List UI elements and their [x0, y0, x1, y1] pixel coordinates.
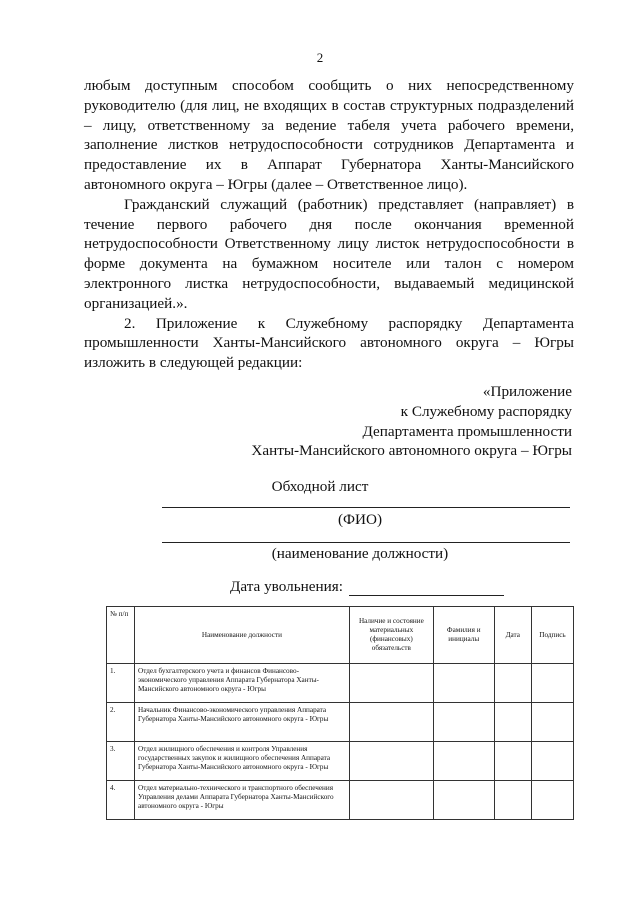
header-name: Фамилия и инициалы	[433, 607, 494, 664]
appendix-line-1: «Приложение	[482, 383, 572, 400]
fio-caption: (ФИО)	[337, 511, 383, 528]
dismissal-date-field	[349, 581, 504, 596]
header-date: Дата	[494, 607, 531, 664]
table-row	[107, 664, 574, 703]
row-position: Начальник Финансово-экономического управления Аппарата Губернатора Ханты-Мансийского автономного округа - Югры	[135, 703, 350, 742]
header-num: № п/п	[107, 607, 135, 664]
row-position: Отдел бухгалтерского учета и финансов Финансово-экономического управления Аппарата Губернатора Ханты-Мансийского автономного округа - Югры	[135, 664, 350, 703]
row-num: 1.	[107, 664, 135, 703]
table-row	[107, 742, 574, 781]
table-row	[107, 703, 574, 742]
header-position: Наименование должности	[135, 607, 350, 664]
header-obligations: Наличие и состояние материальных (финансовых) обязательств	[349, 607, 433, 664]
position-line	[162, 542, 570, 543]
dismissal-date-row	[230, 578, 504, 596]
appendix-line-3: Департамента промышленности	[362, 422, 572, 440]
appendix-line-2: к Служебному распорядку	[400, 402, 572, 420]
paragraph-1: любым доступным способом сообщить о них непосредственному руководителю (для лиц, не входящих в состав структурных подразделений – лицу, ответственному за ведение табеля учета рабочего времени, заполнение листков нетрудоспособности сотрудников Департамента и предоставление их в Аппарат Губернатора Ханты-Мансийского автономного округа – Югры (далее – Ответственное лицо).	[84, 77, 574, 193]
page-number: 2	[316, 50, 324, 65]
table-row	[107, 781, 574, 820]
clearance-table	[106, 606, 574, 820]
appendix-line-4: Ханты-Мансийского автономного округа – Югры	[251, 442, 572, 460]
appendix-header	[251, 382, 572, 461]
row-position: Отдел жилищного обеспечения и контроля Управления государственных закупок и жилищного обеспечения Аппарата Губернатора Ханты-Мансийского автономного округа - Югры	[135, 742, 350, 781]
header-signature: Подпись	[531, 607, 573, 664]
paragraph-3: 2. Приложение к Служебному распорядку Департамента промышленности Ханты-Мансийского автономного округа – Югры изложить в следующей редакции:	[84, 314, 574, 372]
row-num: 4.	[107, 781, 135, 820]
row-num: 3.	[107, 742, 135, 781]
position-caption: (наименование должности)	[271, 545, 449, 562]
row-position: Отдел материально-технического и транспортного обеспечения Управления делами Аппарата Губернатора Ханты-Мансийского автономного округа - Югры	[135, 781, 350, 820]
dismissal-date-label: Дата увольнения:	[230, 578, 343, 595]
body-text	[84, 76, 574, 373]
row-num: 2.	[107, 703, 135, 742]
fio-line	[162, 507, 570, 508]
form-title: Обходной лист	[271, 478, 369, 495]
table-header-row	[107, 607, 574, 664]
paragraph-2: Гражданский служащий (работник) представляет (направляет) в течение первого рабочего дня после окончания временной нетрудоспособности Ответственному лицу листок нетрудоспособности в форме документа на бумажном носителе или талон с номером электронного листка нетрудоспособности, выдаваемый медицинской организацией.».	[84, 195, 574, 312]
